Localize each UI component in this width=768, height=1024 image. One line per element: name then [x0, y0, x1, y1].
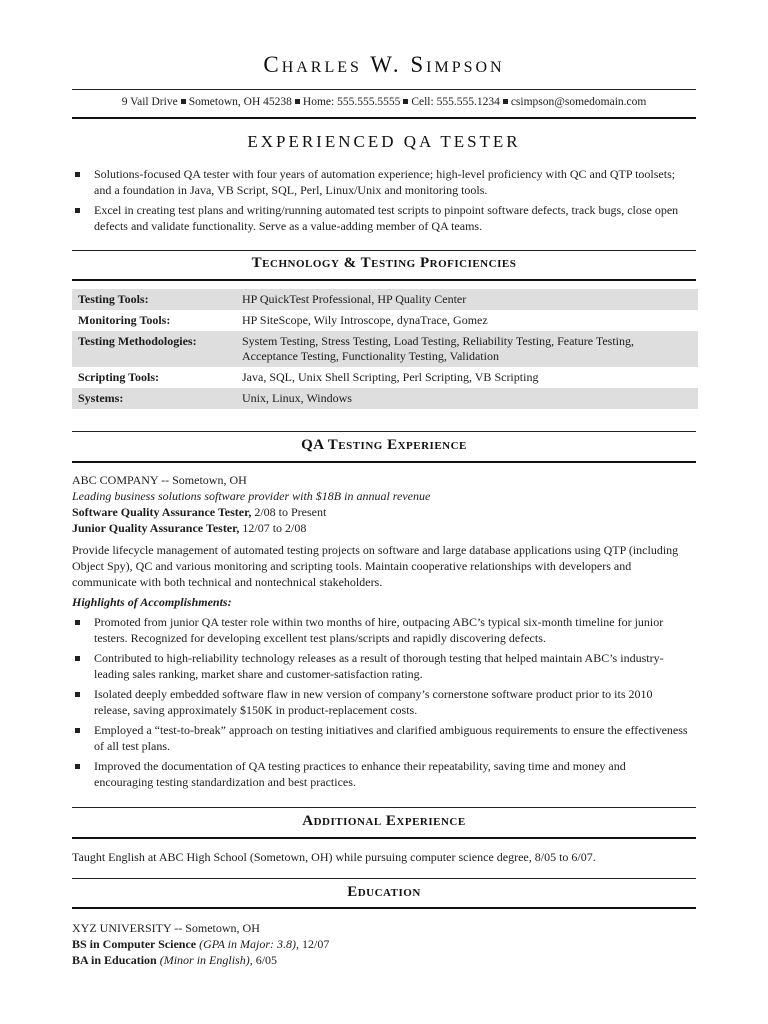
skills-value: Unix, Linux, Windows — [242, 391, 352, 405]
resume-headline: EXPERIENCED QA TESTER — [247, 132, 521, 151]
contact-home-phone: Home: 555.555.5555 — [302, 96, 401, 108]
square-bullet-icon — [75, 656, 80, 661]
experience-section-title: QA Testing Experience — [301, 437, 467, 453]
skills-row — [72, 310, 698, 331]
job-title: Junior Quality Assurance Tester, — [72, 521, 240, 535]
highlight-item: Employed a “test-to-break” approach on testing initiatives and clarified ambiguous requirements to ensure the effectiveness of all test plans. — [72, 722, 688, 754]
summary-item: Solutions-focused QA tester with four years of automation experience; high-level proficiency with QC and QTP toolsets; and a foundation in Java, VB Script, SQL, Perl, Linux/Unix and monitoring tools. — [72, 166, 688, 198]
section-rule — [72, 878, 696, 879]
skills-label: Systems: — [78, 391, 124, 405]
company-tagline: Leading business solutions software provider with $18B in annual revenue — [72, 489, 431, 503]
job-description: Provide lifecycle management of automated testing projects on software and large database applications using QTP (including Object Spy), QC and various monitoring and scripting tools. Maintain cooperative relationships with developers and communicate with both technical and nontechnical stakeholders. — [72, 543, 679, 589]
degree-row — [72, 936, 692, 952]
contact-email[interactable]: csimpson@somedomain.com — [510, 96, 647, 108]
skills-label: Testing Tools: — [78, 292, 149, 306]
square-bullet-icon — [75, 620, 80, 625]
additional-section-title: Additional Experience — [302, 813, 466, 829]
section-rule — [72, 431, 696, 432]
degree-note: (GPA in Major: 3.8), — [196, 937, 300, 951]
highlight-item: Improved the documentation of QA testing practices to enhance their repeatability, saving time and money and encouraging testing standardization and best practices. — [72, 758, 688, 790]
skills-row — [72, 367, 698, 388]
square-bullet-icon — [181, 99, 186, 104]
summary-list — [72, 166, 688, 238]
square-bullet-icon — [75, 692, 80, 697]
degree-date: 12/07 — [299, 937, 330, 951]
section-rule — [72, 461, 696, 463]
square-bullet-icon — [75, 208, 80, 213]
section-rule — [72, 250, 696, 251]
highlights-label: Highlights of Accomplishments: — [72, 595, 232, 609]
degree-date: 6/05 — [252, 953, 278, 967]
skills-row — [72, 331, 698, 367]
additional-text: Taught English at ABC High School (Sometown, OH) while pursuing computer science degree, 8/05 to 6/07. — [72, 850, 596, 864]
job-dates: 12/07 to 2/08 — [239, 521, 307, 535]
candidate-name: Charles W. Simpson — [263, 52, 505, 77]
skills-table — [72, 289, 698, 409]
contact-city: Sometown, OH 45238 — [188, 96, 292, 108]
skills-value: System Testing, Stress Testing, Load Testing, Reliability Testing, Feature Testing, Acceptance Testing, Functionality Testing, Validation — [242, 334, 635, 363]
skills-value: HP QuickTest Professional, HP Quality Center — [242, 292, 467, 306]
job-dates: 2/08 to Present — [251, 505, 327, 519]
square-bullet-icon — [403, 99, 408, 104]
square-bullet-icon — [75, 172, 80, 177]
skills-label: Monitoring Tools: — [78, 313, 171, 327]
skills-row — [72, 289, 698, 310]
highlight-item: Promoted from junior QA tester role within two months of hire, outpacing ABC’s typical six-month timeline for junior testers. Recognized for developing excellent test plans/scripts and rapidly discovering defects. — [72, 614, 688, 646]
job-title: Software Quality Assurance Tester, — [72, 505, 252, 519]
job-title-row — [72, 520, 692, 536]
contact-cell-phone: Cell: 555.555.1234 — [411, 96, 500, 108]
education-block — [72, 920, 692, 968]
square-bullet-icon — [295, 99, 300, 104]
skills-row — [72, 388, 698, 409]
skills-value: Java, SQL, Unix Shell Scripting, Perl Scripting, VB Scripting — [242, 370, 539, 384]
square-bullet-icon — [503, 99, 508, 104]
highlights-list — [72, 614, 688, 794]
school-name: XYZ UNIVERSITY -- Sometown, OH — [72, 921, 260, 935]
skills-section-title: Technology & Testing Proficiencies — [251, 255, 517, 271]
skills-label: Testing Methodologies: — [78, 334, 197, 348]
section-rule — [72, 907, 696, 909]
section-rule — [72, 837, 696, 839]
square-bullet-icon — [75, 764, 80, 769]
degree-note: (Minor in English), — [156, 953, 253, 967]
skills-value: HP SiteScope, Wily Introscope, dynaTrace, Gomez — [242, 313, 488, 327]
degree-row — [72, 952, 692, 968]
header-rule-top — [72, 89, 696, 90]
summary-item: Excel in creating test plans and writing/running automated test scripts to pinpoint software defects, track bugs, close open defects and validate functionality. Serve as a value-adding member of QA teams. — [72, 202, 688, 234]
highlight-item: Isolated deeply embedded software flaw in new version of company’s cornerstone software product prior to its 2010 release, saving approximately $150K in product-replacement costs. — [72, 686, 688, 718]
degree-name: BS in Computer Science — [72, 937, 197, 951]
skills-label: Scripting Tools: — [78, 370, 160, 384]
contact-line — [72, 96, 696, 108]
degree-name: BA in Education — [72, 953, 157, 967]
contact-address: 9 Vail Drive — [121, 96, 178, 108]
section-rule — [72, 807, 696, 808]
section-rule — [72, 279, 696, 281]
experience-header — [72, 472, 692, 536]
header-rule-bottom — [72, 117, 696, 119]
company-name: ABC COMPANY -- Sometown, OH — [72, 473, 247, 487]
highlight-item: Contributed to high-reliability technology releases as a result of thorough testing that helped maintain ABC’s industry-leading sales ranking, market share and customer-satisfaction rating. — [72, 650, 688, 682]
education-section-title: Education — [347, 884, 421, 900]
job-title-row — [72, 504, 692, 520]
square-bullet-icon — [75, 728, 80, 733]
